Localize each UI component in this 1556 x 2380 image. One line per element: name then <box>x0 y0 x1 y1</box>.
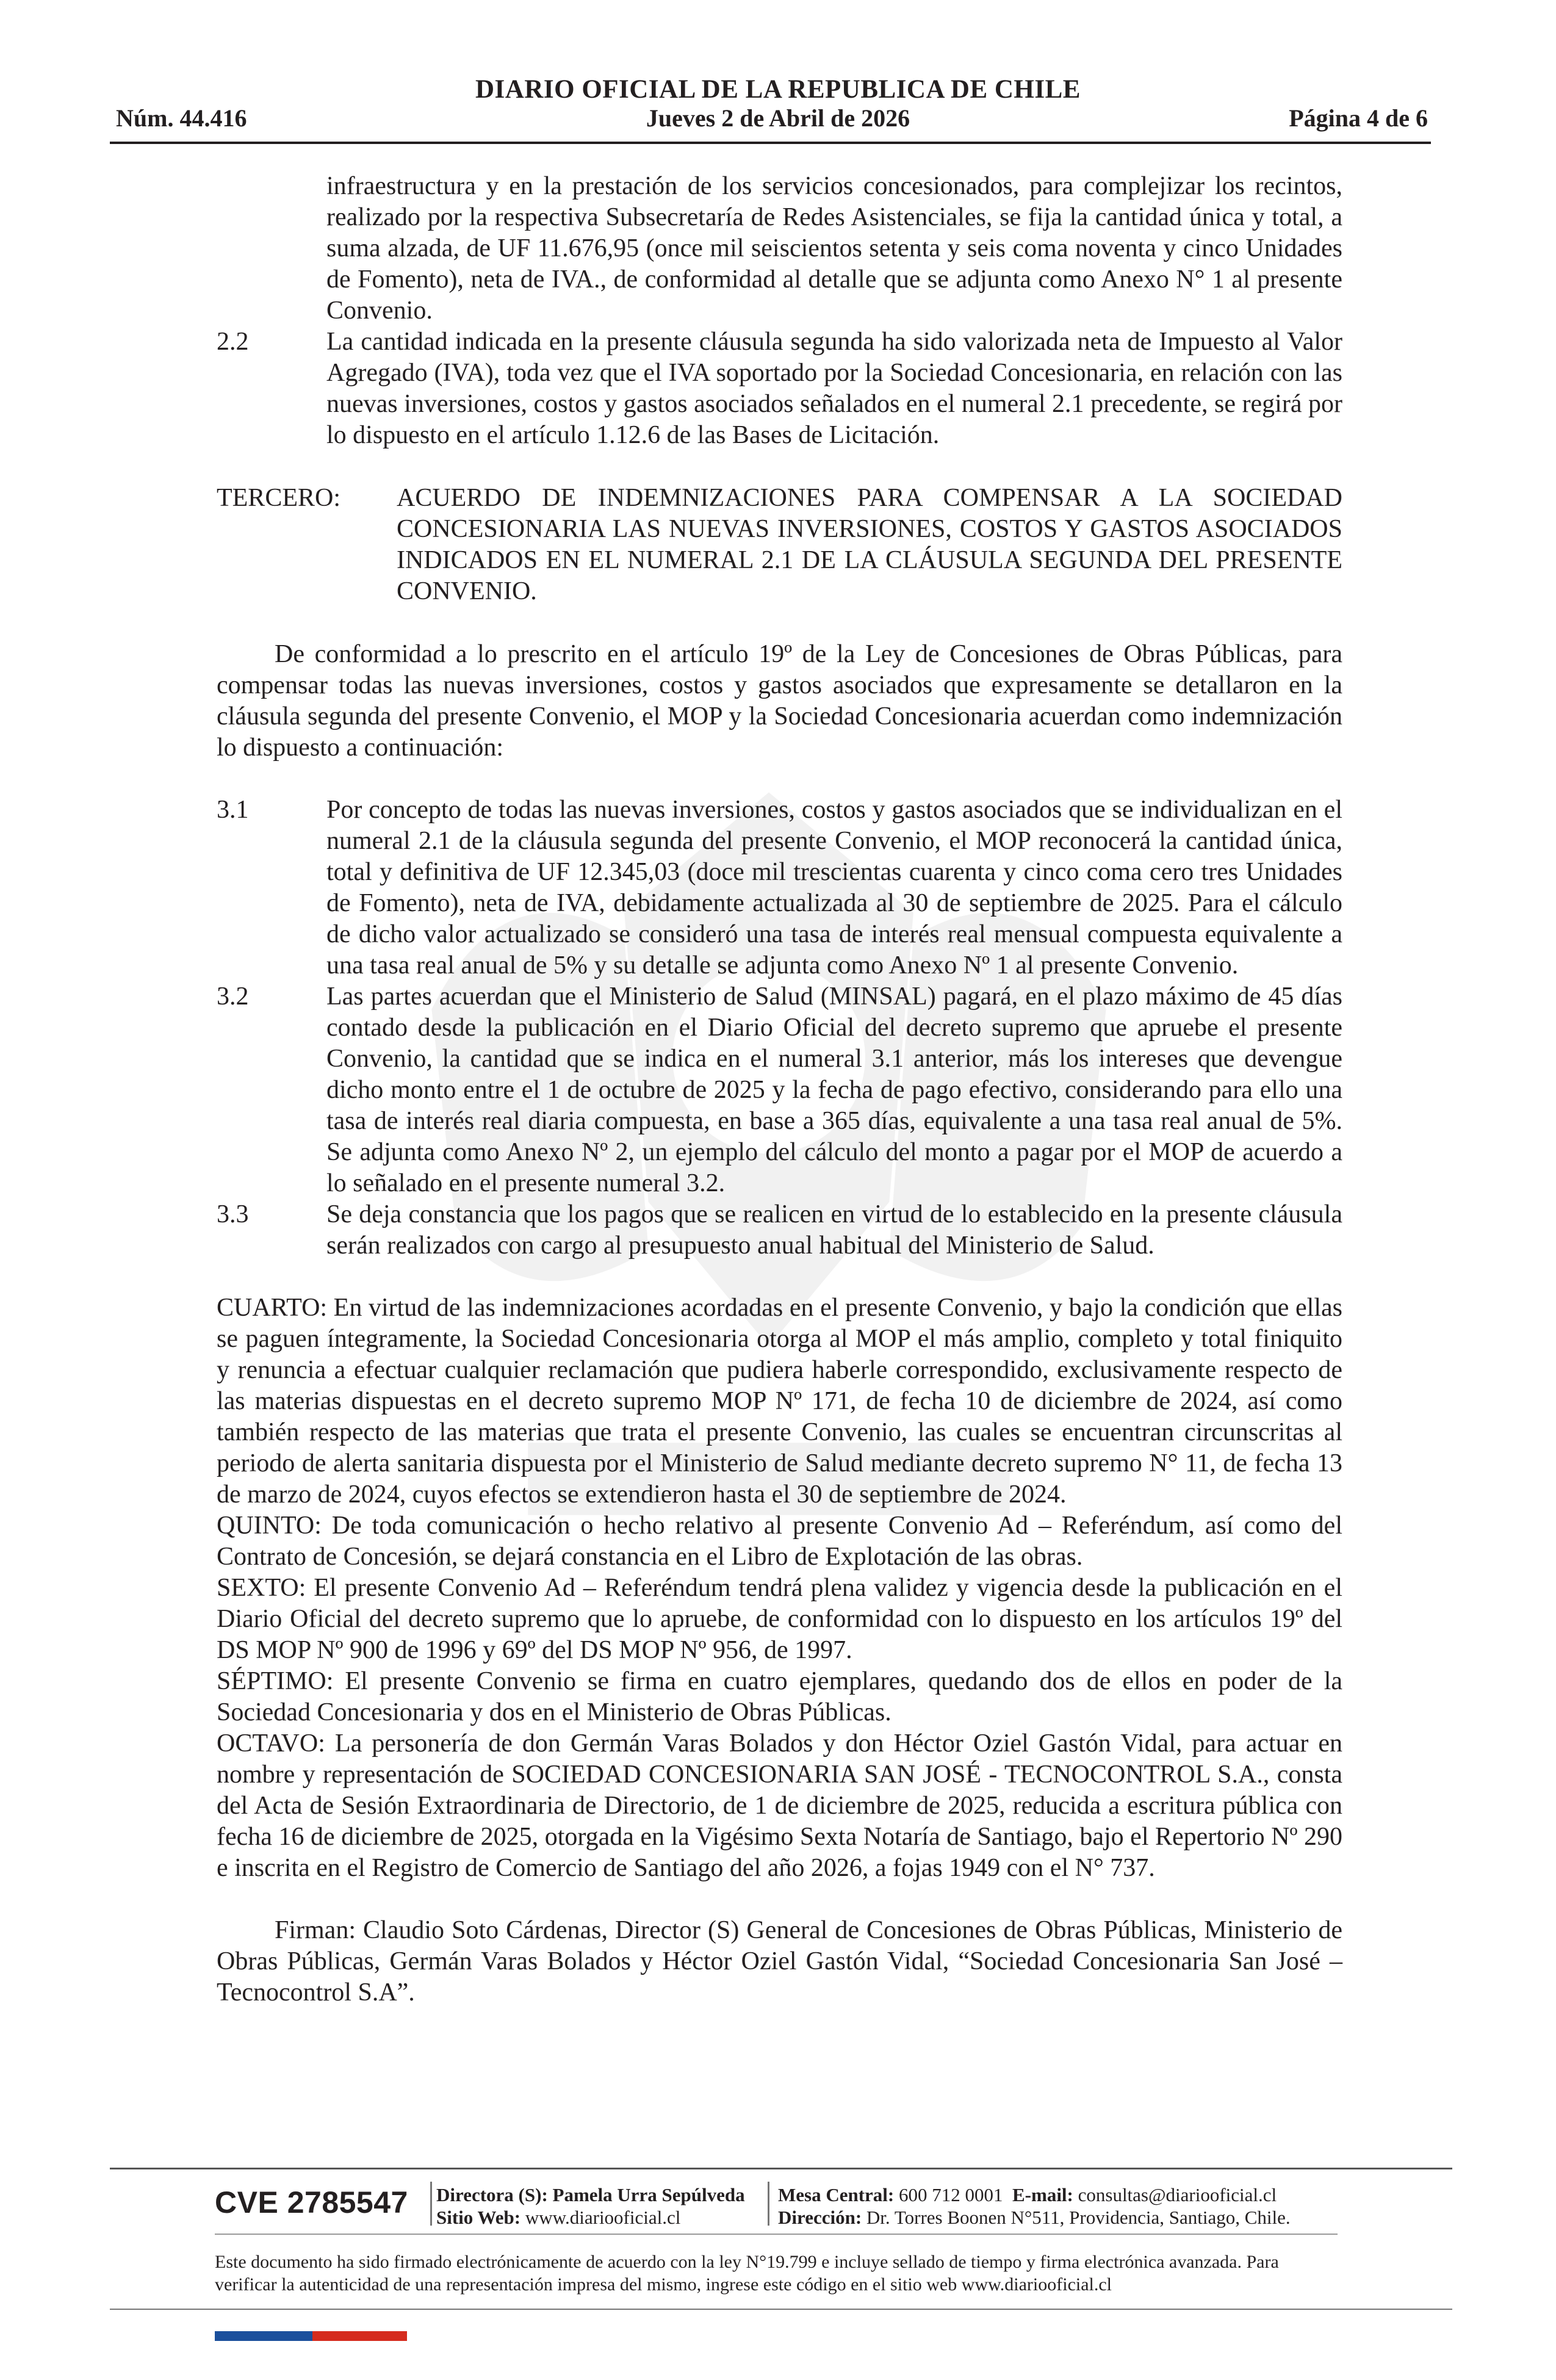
electronic-signature-notice: Este documento ha sido firmado electrónicamente de acuerdo con la ley N°19.799 e incluye sellado de tiempo y firma electrónica avanzada. Para verificar la autenticidad de una representación impresa del mismo, ingrese este código en el sitio web www.diariooficial.cl <box>215 2252 1279 2295</box>
clause-2-1-continuation: infraestructura y en la prestación de los servicios concesionados, para complejizar los recintos, realizado por la respectiva Subsecretaría de Redes Asistenciales, se fija la cantidad única y total, a suma alzada, de UF 11.676,95 (once mil seiscientos setenta y seis coma noventa y cinco Unidades de Fomento), neta de IVA., de conformidad al detalle que se adjunta como Anexo N° 1 al presente Convenio. <box>326 172 1342 325</box>
phone-value: 600 712 0001 <box>899 2184 1003 2205</box>
address-label: Dirección: <box>778 2207 862 2228</box>
clause-text: Por concepto de todas las nuevas inversiones, costos y gastos asociados que se individualizan en el numeral 2.1 de la cláusula segunda del presente Convenio, el MOP reconocerá la cantidad única, total y definitiva de UF 12.345,03 (doce mil trescientas cuarenta y cinco coma cero tres Unidades de Fomento), neta de IVA, debidamente actualizada al 30 de septiembre de 2025. Para el cálculo de dicho valor actualizado se consideró una tasa de interés real mensual compuesta equivalente a una tasa real anual de 5% y su detalle se adjunta como Anexo Nº 1 al presente Convenio. <box>326 796 1342 979</box>
signatories-paragraph: Firman: Claudio Soto Cárdenas, Director (S) General de Concesiones de Obras Públicas, Ministerio de Obras Públicas, Germán Varas Bolados y Héctor Oziel Gastón Vidal, “Sociedad Concesionaria San José – Tecnocontrol S.A”. <box>217 1916 1342 2007</box>
address-line <box>778 2206 1291 2229</box>
page-indicator: Página 4 de 6 <box>1289 104 1428 132</box>
spacer <box>217 763 1342 795</box>
clause-number: 3.2 <box>217 983 249 1011</box>
clause-text: Se deja constancia que los pagos que se realicen en virtud de lo establecido en la presente cláusula serán realizados con cargo al presupuesto anual habitual del Ministerio de Salud. <box>326 1200 1342 1260</box>
clause-3-2 <box>217 981 1342 1199</box>
clause-cuarto: CUARTO: En virtud de las indemnizaciones acordadas en el presente Convenio, y bajo la condición que ellas se paguen íntegramente, la Sociedad Concesionaria otorga al MOP el más amplio, completo y total finiquito y renuncia a efectuar cualquier reclamación que pudiera haberle correspondido, exclusivamente respecto de las materias dispuestas en el decreto supremo MOP Nº 171, de fecha 10 de diciembre de 2024, así como también respecto de las materias que trata el presente Convenio, las cuales se encuentran circunscritas al periodo de alerta sanitaria dispuesta por el Ministerio de Salud mediante decreto supremo N° 11, de fecha 13 de marzo de 2024, cuyos efectos se extendieron hasta el 30 de septiembre de 2024. <box>217 1294 1342 1509</box>
section-heading: ACUERDO DE INDEMNIZACIONES PARA COMPENSAR A LA SOCIEDAD CONCESIONARIA LAS NUEVAS INVERSIONES, COSTOS Y GASTOS ASOCIADOS INDICADOS EN EL NUMERAL 2.1 DE LA CLÁUSULA SEGUNDA DEL PRESENTE CONVENIO. <box>397 484 1342 605</box>
clause-3-1 <box>217 795 1342 981</box>
clause-quinto: QUINTO: De toda comunicación o hecho relativo al presente Convenio Ad – Referéndum, así como del Contrato de Concesión, se dejará constancia en el Libro de Explotación de las obras. <box>217 1512 1342 1571</box>
flag-stripe-red <box>312 2331 407 2341</box>
email-link[interactable]: consultas@diariooficial.cl <box>1078 2184 1277 2205</box>
spacer <box>217 1261 1342 1293</box>
director-label: Directora (S): <box>436 2184 548 2205</box>
clause-text: Las partes acuerdan que el Ministerio de Salud (MINSAL) pagará, en el plazo máximo de 45 días contado desde la publicación en el Diario Oficial del decreto supremo que apruebe el presente Convenio, la cantidad que se indica en el numeral 3.1 anterior, más los intereses que devengue dicho monto entre el 1 de octubre de 2025 y la fecha de pago efectivo, considerando para ello una tasa de interés real diaria compuesta, en base a 365 días, equivalente a una tasa real anual de 5%. Se adjunta como Anexo Nº 2, un ejemplo del cálculo del monto a pagar por el MOP de acuerdo a lo señalado en el presente numeral 3.2. <box>326 983 1342 1197</box>
clause-2-2 <box>217 326 1342 451</box>
clause-number: 2.2 <box>217 328 249 356</box>
spacer <box>217 1884 1342 1915</box>
phone-label: Mesa Central: <box>778 2184 895 2205</box>
footer-contact-left <box>436 2183 745 2229</box>
footer-divider <box>768 2182 769 2226</box>
clause-number: 3.3 <box>217 1200 249 1228</box>
clause-3-3 <box>217 1199 1342 1261</box>
issue-date: Jueves 2 de Abril de 2026 <box>646 104 910 132</box>
website-label: Sitio Web: <box>436 2207 521 2228</box>
header-rule <box>110 142 1431 144</box>
address-value: Dr. Torres Boonen N°511, Providencia, Santiago, Chile. <box>866 2207 1291 2228</box>
clause-octavo: OCTAVO: La personería de don Germán Varas Bolados y don Héctor Oziel Gastón Vidal, para actuar en nombre y representación de SOCIEDAD CONCESIONARIA SAN JOSÉ - TECNOCONTROL S.A., consta del Acta de Sesión Extraordinaria de Directorio, de 1 de diciembre de 2025, reducida a escritura pública con fecha 16 de diciembre de 2025, otorgada en la Vigésimo Sexta Notaría de Santiago, bajo el Repertorio Nº 290 e inscrita en el Registro de Comercio de Santiago del año 2026, a fojas 1949 con el N° 737. <box>217 1729 1342 1882</box>
section-tercero <box>217 483 1342 607</box>
director-name: Pamela Urra Sepúlveda <box>552 2184 745 2205</box>
email-label: E-mail: <box>1012 2184 1073 2205</box>
footer-divider <box>430 2182 432 2226</box>
clause-sexto: SEXTO: El presente Convenio Ad – Referéndum tendrá plena validez y vigencia desde la publicación en el Diario Oficial del decreto supremo que lo apruebe, de conformidad con lo dispuesto en los artículos 19º del DS MOP Nº 900 de 1996 y 69º del DS MOP Nº 956, de 1997. <box>217 1574 1342 1664</box>
footer-contact-right <box>778 2183 1291 2229</box>
director-line <box>436 2183 745 2206</box>
website-link[interactable]: www.diariooficial.cl <box>525 2207 681 2228</box>
clause-septimo: SÉPTIMO: El presente Convenio se firma en cuatro ejemplares, quedando dos de ellos en poder de la Sociedad Concesionaria y dos en el Ministerio de Obras Públicas. <box>217 1667 1342 1726</box>
phone-line <box>778 2183 1291 2206</box>
clause-text: La cantidad indicada en la presente cláusula segunda ha sido valorizada neta de Impuesto al Valor Agregado (IVA), toda vez que el IVA soportado por la Sociedad Concesionaria, en relación con las nuevas inversiones, costos y gastos asociados señalados en el numeral 2.1 precedente, se regirá por lo dispuesto en el artículo 1.12.6 de las Bases de Licitación. <box>326 328 1342 449</box>
gazette-title: DIARIO OFICIAL DE LA REPUBLICA DE CHILE <box>475 75 1081 104</box>
section-label: TERCERO: <box>217 484 341 512</box>
footer-divider-line <box>215 2234 1338 2235</box>
issue-number: Núm. 44.416 <box>116 104 247 132</box>
footer-bottom-rule <box>110 2309 1452 2310</box>
clause-number: 3.1 <box>217 796 249 824</box>
page-header <box>0 0 1556 159</box>
cve-code: CVE 2785547 <box>215 2185 408 2220</box>
website-line <box>436 2206 745 2229</box>
footer-rule <box>110 2168 1452 2169</box>
document-body <box>217 171 1342 2008</box>
intro-paragraph: De conformidad a lo prescrito en el artículo 19º de la Ley de Concesiones de Obras Públicas, para compensar todas las nuevas inversiones, costos y gastos asociados que expresamente se detallaron en la cláusula segunda del presente Convenio, el MOP y la Sociedad Concesionaria acuerdan como indemnización lo dispuesto a continuación: <box>217 640 1342 762</box>
flag-stripe-blue <box>215 2331 312 2341</box>
